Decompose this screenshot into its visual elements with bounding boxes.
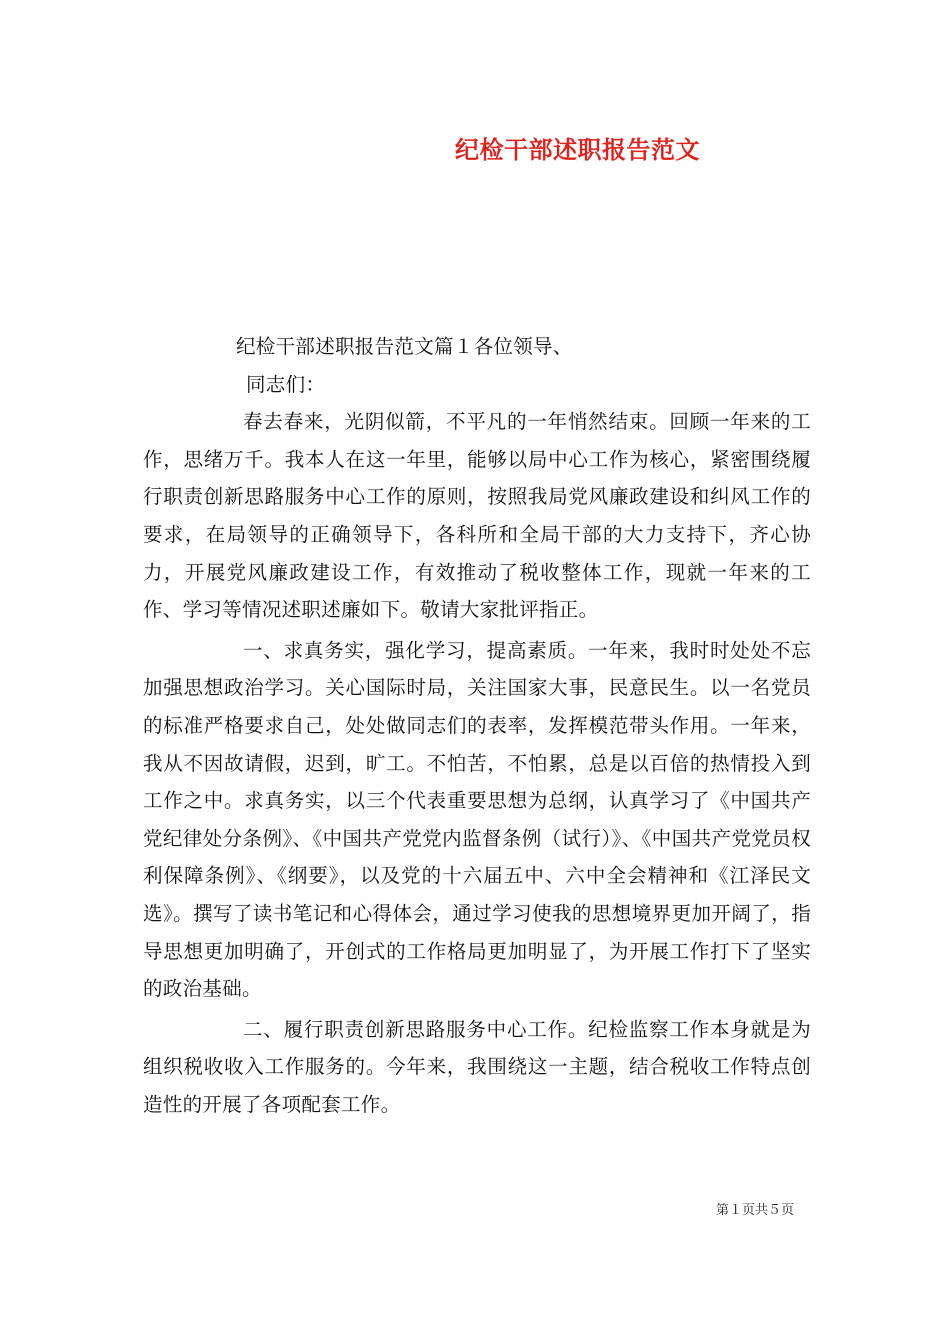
- document-title: 纪检干部述职报告范文: [455, 135, 700, 164]
- intro-line: 纪检干部述职报告范文篇１各位领导、: [236, 335, 573, 358]
- salutation: 同志们：: [246, 372, 326, 396]
- paragraph-section-one: 一、求真务实，强化学习，提高素质。一年来，我时时处处不忘加强思想政治学习。关心国际时局，关注国家大事，民意民生。以一名党员的标准严格要求自己，处处做同志们的表率，发挥模范带头作用。一年来，我从不因故请假，迟到，旷工。不怕苦，不怕累，总是以百倍的热情投入到工作之中。求真务实，以三个代表重要思想为总纲，认真学习了《中国共产党纪律处分条例》、《中国共产党党内监督条例（试行）》、《中国共产党党员权利保障条例》、《纲要》，以及党的十六届五中、六中全会精神和《江泽民文选》。撰写了读书笔记和心得体会，通过学习使我的思想境界更加开阔了，指导思想更加明确了，开创式的工作格局更加明显了，为开展工作打下了坚实的政治基础。: [143, 638, 811, 1001]
- paragraph-opening: 春去春来，光阴似箭，不平凡的一年悄然结束。回顾一年来的工作，思绪万千。我本人在这一年里，能够以局中心工作为核心，紧密围绕履行职责创新思路服务中心工作的原则，按照我局党风廉政建设和纠风工作的要求，在局领导的正确领导下，各科所和全局干部的大力支持下，齐心协力，开展党风廉政建设工作，有效推动了税收整体工作，现就一年来的工作、学习等情况述职述廉如下。敬请大家批评指正。: [143, 410, 811, 622]
- paragraph-section-two: 二、履行职责创新思路服务中心工作。纪检监察工作本身就是为组织税收收入工作服务的。今年来，我围绕这一主题，结合税收工作特点创造性的开展了各项配套工作。: [143, 1017, 811, 1116]
- page-indicator: 第１页共５页: [716, 1203, 795, 1218]
- document-body: [143, 328, 811, 1123]
